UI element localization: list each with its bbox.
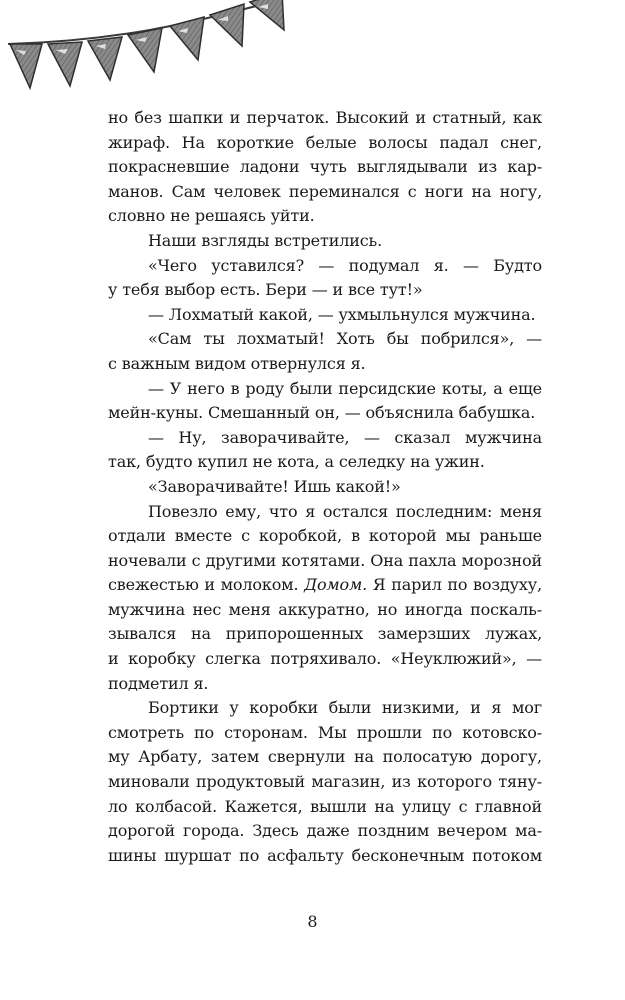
text-line: у тебя выбор есть. Бери — и все тут!»: [108, 280, 423, 300]
text-line: свежестью и молоком. Домом. Я парил по воздуху,: [108, 575, 543, 595]
text-line: смотреть по сторонам. Мы прошли по котовско-: [108, 722, 542, 742]
text-line: отдали вместе с коробкой, в которой мы раньше: [108, 526, 542, 546]
text-line: — У него в роду были персидские коты, а еще: [148, 378, 542, 398]
text-line: мейн-куны. Смешанный он, — объяснила бабушка.: [108, 403, 536, 423]
text-line: мужчина нес меня аккуратно, но иногда поскаль-: [108, 599, 542, 619]
page-number: 8: [307, 912, 318, 931]
text-line: — Ну, заворачивайте, — сказал мужчина: [148, 427, 542, 447]
text-line: зывался на припорошенных замерзших лужах,: [108, 624, 542, 644]
text-line: «Чего уставился? — подумал я. — Будто: [148, 255, 542, 275]
text-line: — Лохматый какой, — ухмыльнулся мужчина.: [148, 304, 536, 324]
text-line: дорогой города. Здесь даже поздним вечером ма-: [108, 821, 542, 841]
text-line: манов. Сам человек переминался с ноги на ногу,: [108, 181, 542, 201]
text-line: «Заворачивайте! Ишь какой!»: [148, 476, 401, 496]
text-line: ло колбасой. Кажется, вышли на улицу с главной: [108, 796, 542, 816]
text-line: шины шуршат по асфальту бесконечным потоком: [108, 845, 542, 865]
text-line: му Арбату, затем свернули на полосатую дорогу,: [108, 747, 542, 767]
text-line: «Сам ты лохматый! Хоть бы побрился», —: [148, 329, 542, 349]
text-line: словно не решаясь уйти.: [108, 206, 315, 226]
emphasis-text: Домом.: [304, 575, 368, 595]
text-line: Наши взгляды встретились.: [148, 230, 383, 250]
text-line: миновали продуктовый магазин, из которого тяну-: [108, 772, 542, 792]
text-line: так, будто купил не кота, а селедку на ужин.: [108, 452, 485, 472]
text-line: но без шапки и перчаток. Высокий и статный, как: [108, 108, 542, 127]
text-line: Повезло ему, что я остался последним: меня: [148, 501, 542, 521]
text-line: жираф. На короткие белые волосы падал снег,: [108, 132, 542, 152]
text-line: ночевали с другими котятами. Она пахла морозной: [108, 550, 542, 570]
text-line: и коробку слегка потряхивало. «Неуклюжий», —: [108, 649, 542, 669]
text-line: покрасневшие ладони чуть выглядывали из кар-: [108, 157, 542, 177]
body-text: [108, 106, 542, 868]
text-line: подметил я.: [108, 673, 209, 693]
text-line: с важным видом отвернулся я.: [108, 353, 366, 373]
bunting-garland-icon: [0, 0, 300, 110]
text-line: Бортики у коробки были низкими, и я мог: [148, 698, 542, 718]
